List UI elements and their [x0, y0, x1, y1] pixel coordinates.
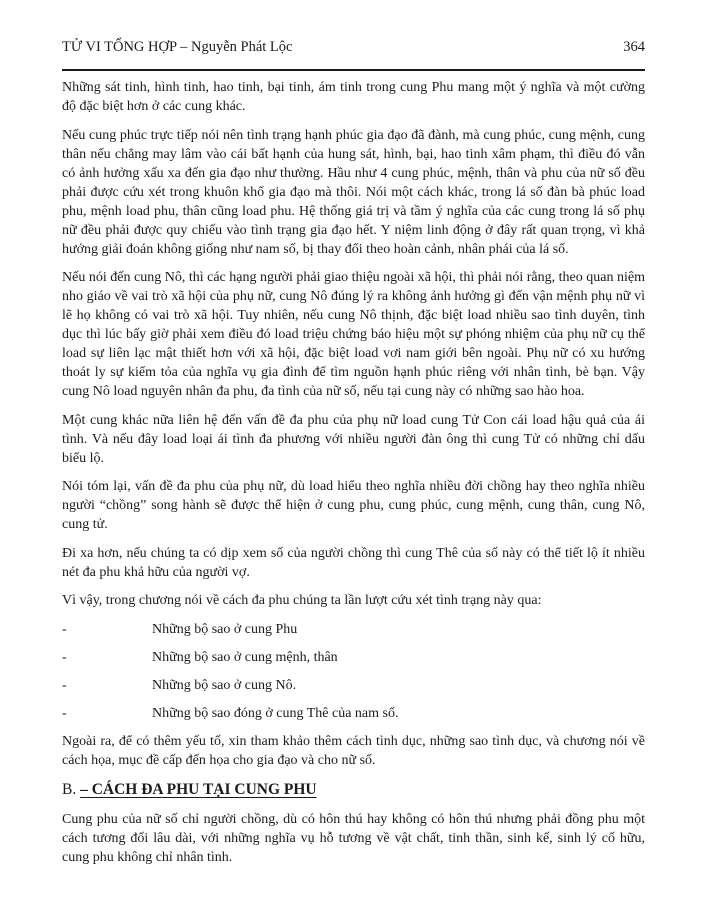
list-dash-marker: - [62, 649, 67, 665]
list-item [62, 620, 645, 639]
paragraph-8: Ngoài ra, để có thêm yếu tố, xin tham khảo thêm cách tình dục, những sao tình dục, và chương nói về cách họa, mục đề cấp đến họa cho gia đạo và cho nữ số. [62, 733, 645, 768]
list-item-label: Những bộ sao đóng ở cung Thê của nam số. [152, 705, 399, 721]
section-letter: B. [62, 781, 77, 798]
paragraph-9: Cung phu của nữ số chỉ người chồng, dù có hôn thú hay không có hôn thú nhưng phải đồng phu một cách tương đối lâu dài, với những nghĩa vụ hỗ tương về vật chất, tinh thần, sinh kế, sinh lý cố hữu, cung phu không chỉ nhân tình. [62, 811, 645, 865]
paragraph-4: Một cung khác nữa liên hệ đến vấn đề đa phu của phụ nữ load cung Tử Con cái load hậu quả của ái tình. Và nếu đây load loại ái tình đa phương với nhiều người đàn ông thì cung Tử có những chỉ dấu biểu lộ. [62, 412, 645, 466]
list-item-label: Những bộ sao ở cung Phu [152, 621, 298, 637]
list-item-label: Những bộ sao ở cung mệnh, thân [152, 649, 338, 665]
list-dash-marker: - [62, 705, 67, 721]
paragraph-7: Vì vậy, trong chương nói về cách đa phu chúng ta lần lượt cứu xét tình trạng này qua: [62, 593, 542, 608]
list-item [62, 648, 645, 667]
paragraph-3: Nếu nói đến cung Nô, thì các hạng người phải giao thiệu ngoài xã hội, thì phải nói rằng, theo quan niệm nho giáo về vai trò xã hội của phụ nữ, cung Nô đúng lý ra không ảnh hưởng gì đến vận mệnh phụ nữ vì lẽ họ không có vai trò xã hội. Tuy nhiên, nếu cung Nô thịnh, đặc biệt load nhiều sao tình duyên, tình dục thì lúc bấy giờ phải xem điều đó load triệu chứng báo hiệu một sự phóng nhiệm của phụ nữ cụ thể load sự liên lạc mật thiết hơn với xã hội, đặc biệt load vơi nam giới bên ngoài. Phụ nữ có xu hướng thoát ly sự kiểm tỏa của nghĩa vụ gia đình để tìm nguồn hạnh phúc riêng với nhân tình, bè bạn. Vậy cung Nô load nguyên nhân đa phu, đa tình của nữ số, nếu tại cung này có những sao hào hoa. [62, 270, 645, 399]
list-dash-marker: - [62, 677, 67, 693]
running-header [62, 38, 645, 56]
list-item [62, 676, 645, 695]
paragraph-2: Nếu cung phúc trực tiếp nói nên tình trạng hạnh phúc gia đạo đã đành, mà cung phúc, cung mệnh, cung thân nếu chẳng may lâm vào cái bất hạnh của hung sát, hình, bại, hao tinh xâm phạm, thì điều đó vẫn có ảnh hưởng xấu xa đến gia đạo như thường. Hầu như 4 cung phúc, mệnh, thân và phu của nữ số đều phải được cứu xét trong khuôn khổ gia đạo mà thôi. Nói một cách khác, trong lá số đàn bà phúc load phu, mệnh load phu, thân cũng load phu. Hệ thống giá trị và tầm ý nghĩa của các cung trong lá số phụ nữ đều phải được quy chiếu vào tình trạng gia đạo hết. Y niệm linh động ở đây rất quan trọng, vì khả hướng giải đoán không giống như nam số, bị thay đổi theo hoàn cảnh, nhân phái của lá số. [62, 127, 645, 257]
paragraph-6: Đi xa hơn, nếu chúng ta có dịp xem số của người chồng thì cung Thê của số này có thể tiết lộ ít nhiều nét đa phu khả hữu của người vợ. [62, 545, 645, 580]
list-item [62, 704, 645, 723]
paragraph-1: Những sát tinh, hình tinh, hao tinh, bại tinh, ám tinh trong cung Phu mang một ý nghĩa và một cường độ đặc biệt hơn ở các cung khác. [62, 80, 645, 114]
book-title: TỬ VI TỔNG HỢP – Nguyễn Phát Lộc [62, 39, 293, 55]
section-heading-b [62, 779, 645, 800]
bullet-list [62, 620, 645, 723]
section-title: – CÁCH ĐA PHU TẠI CUNG PHU [80, 781, 317, 798]
page-number: 364 [623, 39, 645, 55]
paragraph-5: Nói tóm lại, vấn đề đa phu của phụ nữ, dù load hiểu theo nghĩa nhiều đời chồng hay theo nghĩa nhiều người “chồng” song hành sẽ được thể hiện ở cung phu, cung phúc, cung mệnh, cung thân, cung Nô, cung tử. [62, 479, 645, 532]
list-item-label: Những bộ sao ở cung Nô. [152, 677, 297, 693]
header-rule [62, 69, 645, 71]
list-dash-marker: - [62, 621, 67, 637]
